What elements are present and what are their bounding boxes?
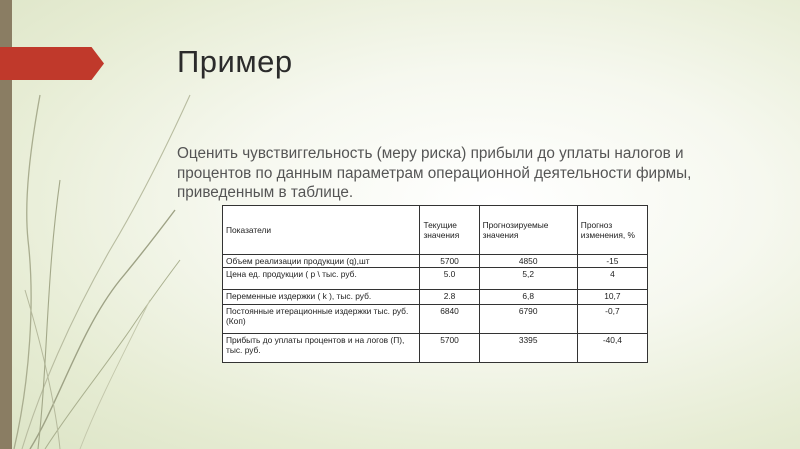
table-row bbox=[223, 305, 648, 334]
table-cell: 2.8 bbox=[420, 290, 479, 305]
slide-description: Оценить чувствиггельность (меру риска) прибыли до уплаты налогов и процентов по данным параметрам операционной деятельности фирмы, приведенным в таблице. bbox=[177, 145, 692, 201]
table-cell: Цена ед. продукции ( р \ тыс. руб. bbox=[223, 268, 420, 290]
table-header-cell: Текущие значения bbox=[420, 206, 479, 255]
table-cell: Прибыть до уплаты процентов и на логов (П), тыс. руб. bbox=[223, 334, 420, 363]
slide-title: Пример bbox=[177, 44, 293, 79]
table-cell: Переменные издержки ( k ), тыс. руб. bbox=[223, 290, 420, 305]
table-cell: 5700 bbox=[420, 334, 479, 363]
table-cell: -0,7 bbox=[577, 305, 647, 334]
table-row bbox=[223, 334, 648, 363]
parameters-table bbox=[222, 205, 648, 363]
table-row bbox=[223, 268, 648, 290]
table-cell: -40,4 bbox=[577, 334, 647, 363]
table-cell: 4850 bbox=[479, 255, 577, 268]
table-cell: 4 bbox=[577, 268, 647, 290]
table-header-cell: Прогнозируемые значения bbox=[479, 206, 577, 255]
table-cell: 6790 bbox=[479, 305, 577, 334]
table-cell: Постоянные итерационные издержки тыс. руб. (Коп) bbox=[223, 305, 420, 334]
table-cell: Объем реализации продукции (q),шт bbox=[223, 255, 420, 268]
table-header-row bbox=[223, 206, 648, 255]
table-cell: 10,7 bbox=[577, 290, 647, 305]
table-cell: 5,2 bbox=[479, 268, 577, 290]
table-row bbox=[223, 290, 648, 305]
table-cell: 6,8 bbox=[479, 290, 577, 305]
table-header-cell: Показатели bbox=[223, 206, 420, 255]
table-cell: 5.0 bbox=[420, 268, 479, 290]
title-accent-flag bbox=[0, 47, 104, 80]
table-header-cell: Прогноз изменения, % bbox=[577, 206, 647, 255]
table-cell: -15 bbox=[577, 255, 647, 268]
table-cell: 3395 bbox=[479, 334, 577, 363]
table-cell: 6840 bbox=[420, 305, 479, 334]
table-cell: 5700 bbox=[420, 255, 479, 268]
table-row bbox=[223, 255, 648, 268]
